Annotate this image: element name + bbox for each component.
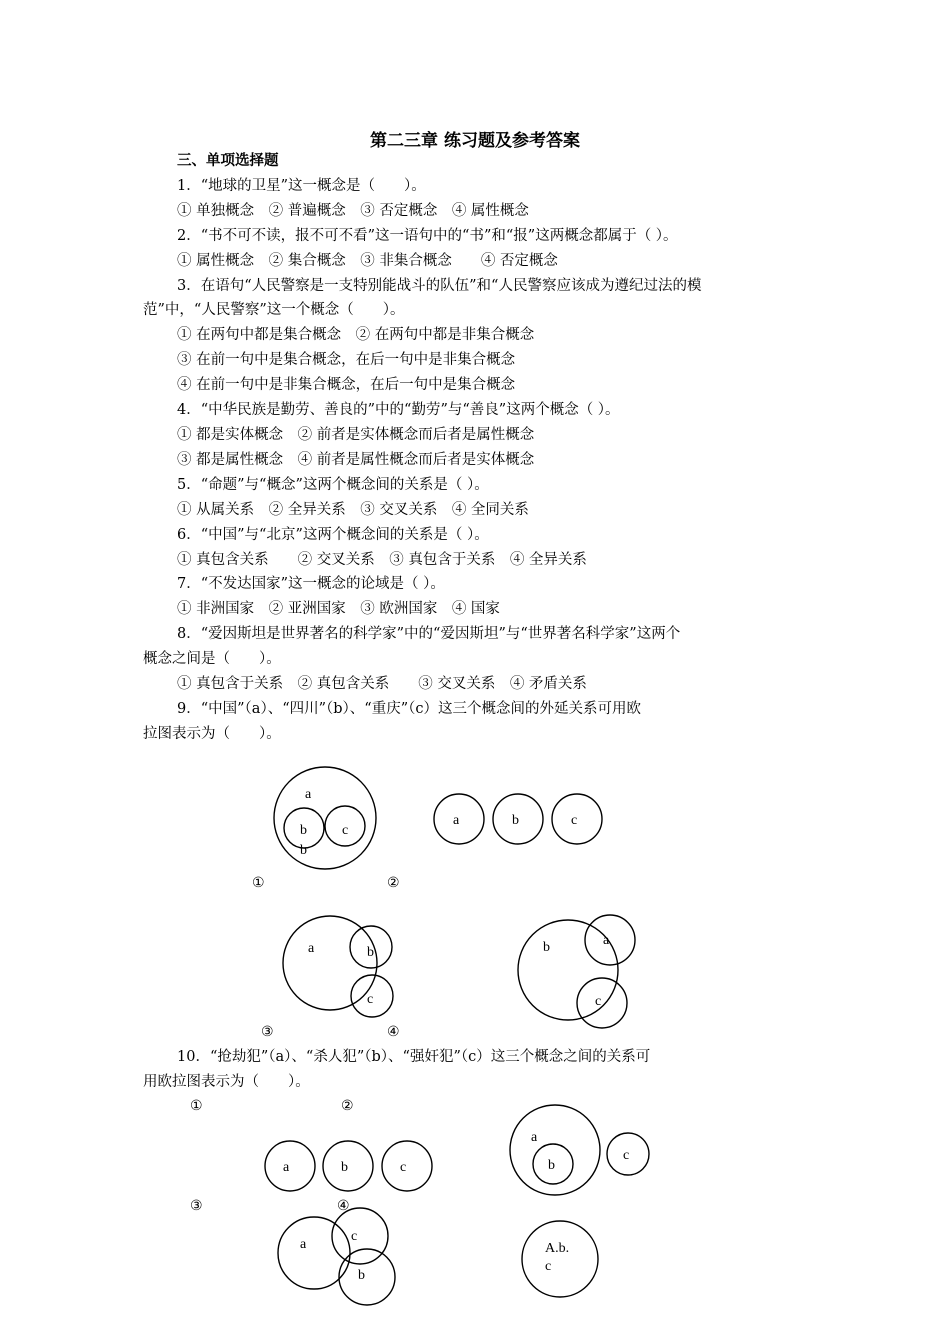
page-title: 第二三章 练习题及参考答案 — [370, 131, 580, 151]
q10-marker-1: ① — [190, 1098, 203, 1114]
options-4b: ③ 都是属性概念 ④ 前者是属性概念而后者是实体概念 — [177, 452, 535, 468]
question-10-cont: 用欧拉图表示为（ ）。 — [143, 1074, 310, 1090]
circle-c — [577, 978, 627, 1028]
label-b: b — [543, 940, 550, 955]
section-heading: 三、单项选择题 — [177, 153, 279, 169]
question-6: 6．“中国”与“北京”这两个概念间的关系是（ ）。 — [177, 527, 489, 543]
circle-c — [332, 1208, 388, 1264]
label-b: b — [358, 1268, 365, 1283]
label-a: a — [300, 1237, 307, 1252]
label-b: b — [548, 1158, 555, 1173]
q10-diagram-4 — [522, 1221, 598, 1297]
label-a: a — [308, 941, 315, 956]
label-b: b — [300, 823, 307, 838]
q10-diagram-2 — [510, 1105, 649, 1195]
options-2: ① 属性概念 ② 集合概念 ③ 非集合概念 ④ 否定概念 — [177, 253, 558, 269]
question-8-cont: 概念之间是（ ）。 — [143, 651, 281, 667]
q9-marker-2: ② — [387, 875, 400, 891]
label-c: c — [351, 1229, 358, 1244]
q9-diagram-4 — [518, 915, 635, 1028]
label-a: a — [305, 787, 312, 802]
circle-b — [323, 1141, 373, 1191]
question-3: 3．在语句“人民警察是一支特别能战斗的队伍”和“人民警察应该成为遵纪过法的模 — [177, 278, 702, 294]
question-9-cont: 拉图表示为（ ）。 — [143, 726, 281, 742]
q9-marker-3: ③ — [261, 1024, 274, 1040]
label-c: c — [367, 992, 374, 1007]
options-3c: ④ 在前一句中是非集合概念，在后一句中是集合概念 — [177, 377, 516, 393]
circle-a — [283, 916, 377, 1010]
q10-marker-3: ③ — [190, 1198, 203, 1214]
options-3b: ③ 在前一句中是集合概念，在后一句中是非集合概念 — [177, 352, 516, 368]
label-c: c — [623, 1148, 630, 1163]
question-1: 1．“地球的卫星”这一概念是（ ）。 — [177, 178, 426, 194]
q9-diagram-3 — [283, 916, 393, 1017]
label-a: a — [531, 1130, 538, 1145]
label-a: a — [453, 813, 460, 828]
options-8: ① 真包含于关系 ② 真包含关系 ③ 交叉关系 ④ 矛盾关系 — [177, 676, 587, 692]
q9-diagram-1 — [274, 767, 376, 869]
options-7: ① 非洲国家 ② 亚洲国家 ③ 欧洲国家 ④ 国家 — [177, 601, 500, 617]
q10-diagram-3 — [278, 1208, 395, 1305]
label-a: a — [283, 1160, 290, 1175]
q9-marker-4: ④ — [387, 1024, 400, 1040]
question-10: 10．“抢劫犯”（a）、“杀人犯”（b）、“强奸犯”（c）这三个概念之间的关系可 — [177, 1049, 651, 1065]
circle-b — [339, 1249, 395, 1305]
question-7: 7．“不发达国家”这一概念的论域是（ ）。 — [177, 576, 445, 592]
circle-a — [265, 1141, 315, 1191]
options-6: ① 真包含关系 ② 交叉关系 ③ 真包含于关系 ④ 全异关系 — [177, 552, 587, 568]
question-9: 9．“中国”（a）、“四川”（b）、“重庆”（c）这三个概念间的外延关系可用欧 — [177, 701, 641, 717]
question-5: 5．“命题”与“概念”这两个概念间的关系是（ ）。 — [177, 477, 489, 493]
label-b: b — [367, 945, 374, 960]
label-c: c — [342, 823, 349, 838]
label-b-extra: b — [300, 843, 307, 858]
question-4: 4．“中华民族是勤劳、善良的”中的“勤劳”与“善良”这两个概念（ ）。 — [177, 402, 620, 418]
options-1: ① 单独概念 ② 普遍概念 ③ 否定概念 ④ 属性概念 — [177, 203, 529, 219]
q9-marker-1: ① — [252, 875, 265, 891]
q10-marker-4: ④ — [337, 1198, 350, 1214]
label-c: c — [571, 813, 578, 828]
label-abc: A.b. — [545, 1241, 570, 1256]
circle-abc — [522, 1221, 598, 1297]
q10-diagram-1 — [265, 1141, 432, 1191]
label-abc-2: c — [545, 1259, 552, 1274]
circle-a — [585, 915, 635, 965]
question-3-cont: 范”中，“人民警察”这一个概念（ ）。 — [143, 302, 405, 318]
options-4a: ① 都是实体概念 ② 前者是实体概念而后者是属性概念 — [177, 427, 535, 443]
label-c: c — [400, 1160, 407, 1175]
label-c: c — [595, 994, 602, 1009]
q10-marker-2: ② — [341, 1098, 354, 1114]
question-8: 8．“爱因斯坦是世界著名的科学家”中的“爱因斯坦”与“世界著名科学家”这两个 — [177, 626, 681, 642]
label-a: a — [603, 933, 610, 948]
circle-a — [274, 767, 376, 869]
circle-c — [382, 1141, 432, 1191]
options-3a: ① 在两句中都是集合概念 ② 在两句中都是非集合概念 — [177, 327, 535, 343]
circle-a — [510, 1105, 600, 1195]
label-b: b — [512, 813, 519, 828]
options-5: ① 从属关系 ② 全异关系 ③ 交叉关系 ④ 全同关系 — [177, 502, 529, 518]
q9-diagram-2 — [434, 794, 602, 844]
question-2: 2．“书不可不读，报不可不看”这一语句中的“书”和“报”这两概念都属于（ ）。 — [177, 228, 678, 244]
label-b: b — [341, 1160, 348, 1175]
